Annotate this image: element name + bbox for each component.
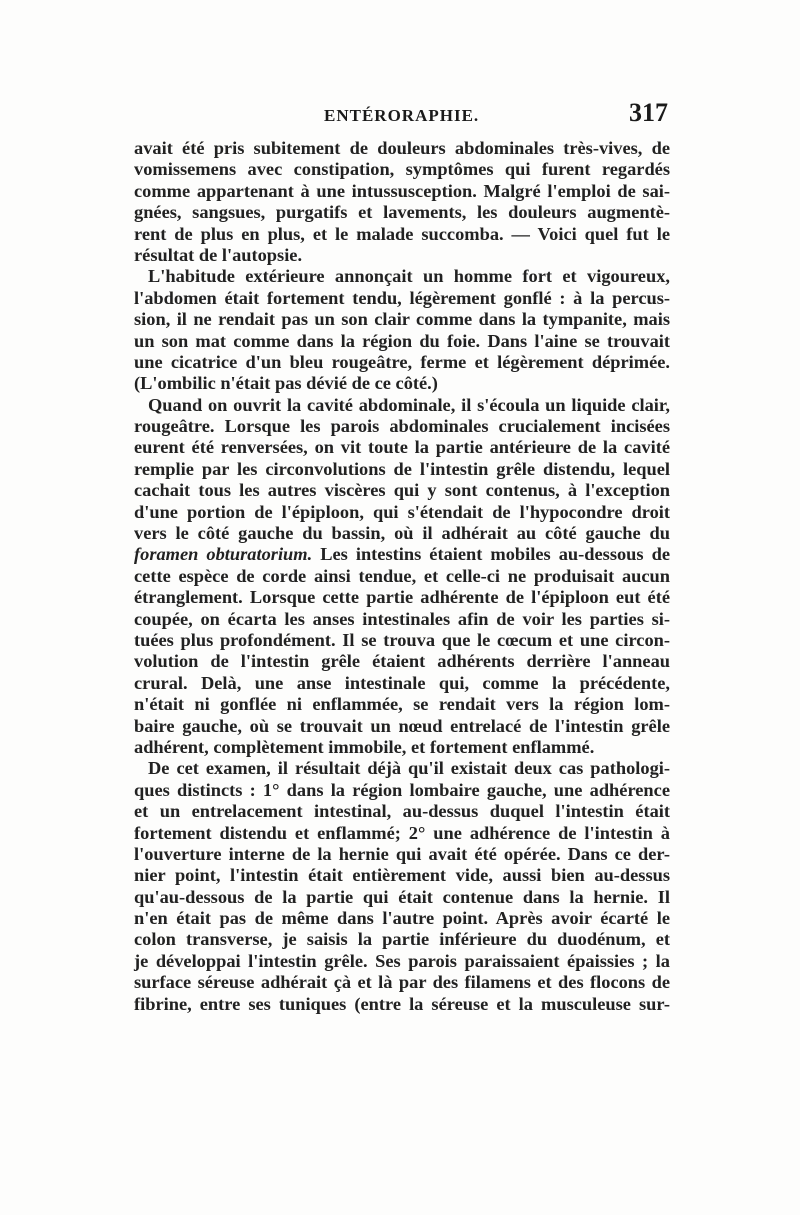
text-line: l'ouverture interne de la hernie qui avait été opérée. Dans ce der-	[134, 843, 670, 864]
page-number: 317	[629, 98, 668, 127]
text-line: n'était ni gonflée ni enflammée, se rendait vers la région lom-	[134, 694, 670, 715]
text-line: fibrine, entre ses tuniques (entre la séreuse et la musculeuse sur-	[134, 993, 670, 1014]
text-line: étranglement. Lorsque cette partie adhérente de l'épiploon eut été	[134, 587, 670, 608]
paragraph	[134, 395, 670, 759]
text-line: adhérent, complètement immobile, et fortement enflammé.	[134, 736, 595, 757]
text-line: fortement distendu et enflammé; 2° une adhérence de l'intestin à	[134, 822, 670, 843]
text-line: cachait tous les autres viscères qui y sont contenus, à l'exception	[134, 480, 670, 501]
running-head	[130, 98, 670, 138]
text-line: De cet examen, il résultait déjà qu'il existait deux cas pathologi-	[148, 758, 670, 779]
text-line: surface séreuse adhérait çà et là par des filamens et des flocons de	[134, 972, 670, 993]
text-line: et un entrelacement intestinal, au-dessus duquel l'intestin était	[134, 801, 670, 822]
paragraph	[134, 138, 670, 266]
text-line: remplie par les circonvolutions de l'intestin grêle distendu, lequel	[134, 458, 670, 479]
text-line: tuées plus profondément. Il se trouva que le cœcum et une circon-	[134, 629, 670, 650]
text-line: vomissemens avec constipation, symptômes qui furent regardés	[134, 159, 670, 180]
running-title: ENTÉRORAPHIE.	[324, 106, 480, 125]
text-line: rent de plus en plus, et le malade succomba. — Voici quel fut le	[134, 223, 670, 244]
text-line: nier point, l'intestin était entièrement vide, aussi bien au-dessus	[134, 865, 670, 886]
text-line: n'en était pas de même dans l'autre point. Après avoir écarté le	[134, 908, 670, 929]
text-line: avait été pris subitement de douleurs abdominales très-vives, de	[134, 138, 670, 158]
text-line: coupée, on écarta les anses intestinales afin de voir les parties si-	[134, 608, 670, 629]
text-line: l'abdomen était fortement tendu, légèrement gonflé : à la percus-	[134, 287, 670, 308]
text-line: je développai l'intestin grêle. Ses parois paraissaient épaissies ; la	[134, 950, 670, 971]
text-line: une cicatrice d'un bleu rougeâtre, ferme et légèrement déprimée.	[134, 351, 670, 372]
text-line: un son mat comme dans la région du foie. Dans l'aine se trouvait	[134, 330, 670, 351]
text-line: (L'ombilic n'était pas dévié de ce côté.)	[134, 373, 438, 394]
text-line: volution de l'intestin grêle étaient adhérents derrière l'anneau	[134, 651, 670, 672]
text-line: comme appartenant à une intussusception. Malgré l'emploi de sai-	[134, 180, 670, 201]
text-line: crural. Delà, une anse intestinale qui, comme la précédente,	[134, 672, 670, 693]
paragraph	[134, 266, 670, 394]
text-line: cette espèce de corde ainsi tendue, et celle-ci ne produisait aucun	[134, 565, 670, 586]
text-line: colon transverse, je saisis la partie inférieure du duodénum, et	[134, 929, 670, 950]
text-line: L'habitude extérieure annonçait un homme fort et vigoureux,	[148, 266, 670, 287]
text-line: foramen obturatorium. Les intestins étaient mobiles au-dessous de	[134, 544, 670, 565]
text-line: d'une portion de l'épiploon, qui s'étendait de l'hypocondre droit	[134, 501, 670, 522]
text-line: baire gauche, où se trouvait un nœud entrelacé de l'intestin grêle	[134, 715, 670, 736]
paragraph	[134, 758, 670, 1015]
text-line: résultat de l'autopsie.	[134, 244, 303, 265]
text-line: eurent été renversées, on vit toute la partie antérieure de la cavité	[134, 437, 670, 458]
text-line: qu'au-dessous de la partie qui était contenue dans la hernie. Il	[134, 886, 670, 907]
text-line: Quand on ouvrit la cavité abdominale, il s'écoula un liquide clair,	[148, 394, 670, 415]
text-line: rougeâtre. Lorsque les parois abdominales crucialement incisées	[134, 416, 670, 437]
text-line: sion, il ne rendait pas un son clair comme dans la tympanite, mais	[134, 309, 670, 330]
text-line: ques distincts : 1° dans la région lombaire gauche, une adhérence	[134, 779, 670, 800]
body-text	[134, 138, 670, 1015]
text-line: vers le côté gauche du bassin, où il adhérait au côté gauche du	[134, 523, 670, 544]
text-line: gnées, sangsues, purgatifs et lavements, les douleurs augmentè-	[134, 202, 670, 223]
